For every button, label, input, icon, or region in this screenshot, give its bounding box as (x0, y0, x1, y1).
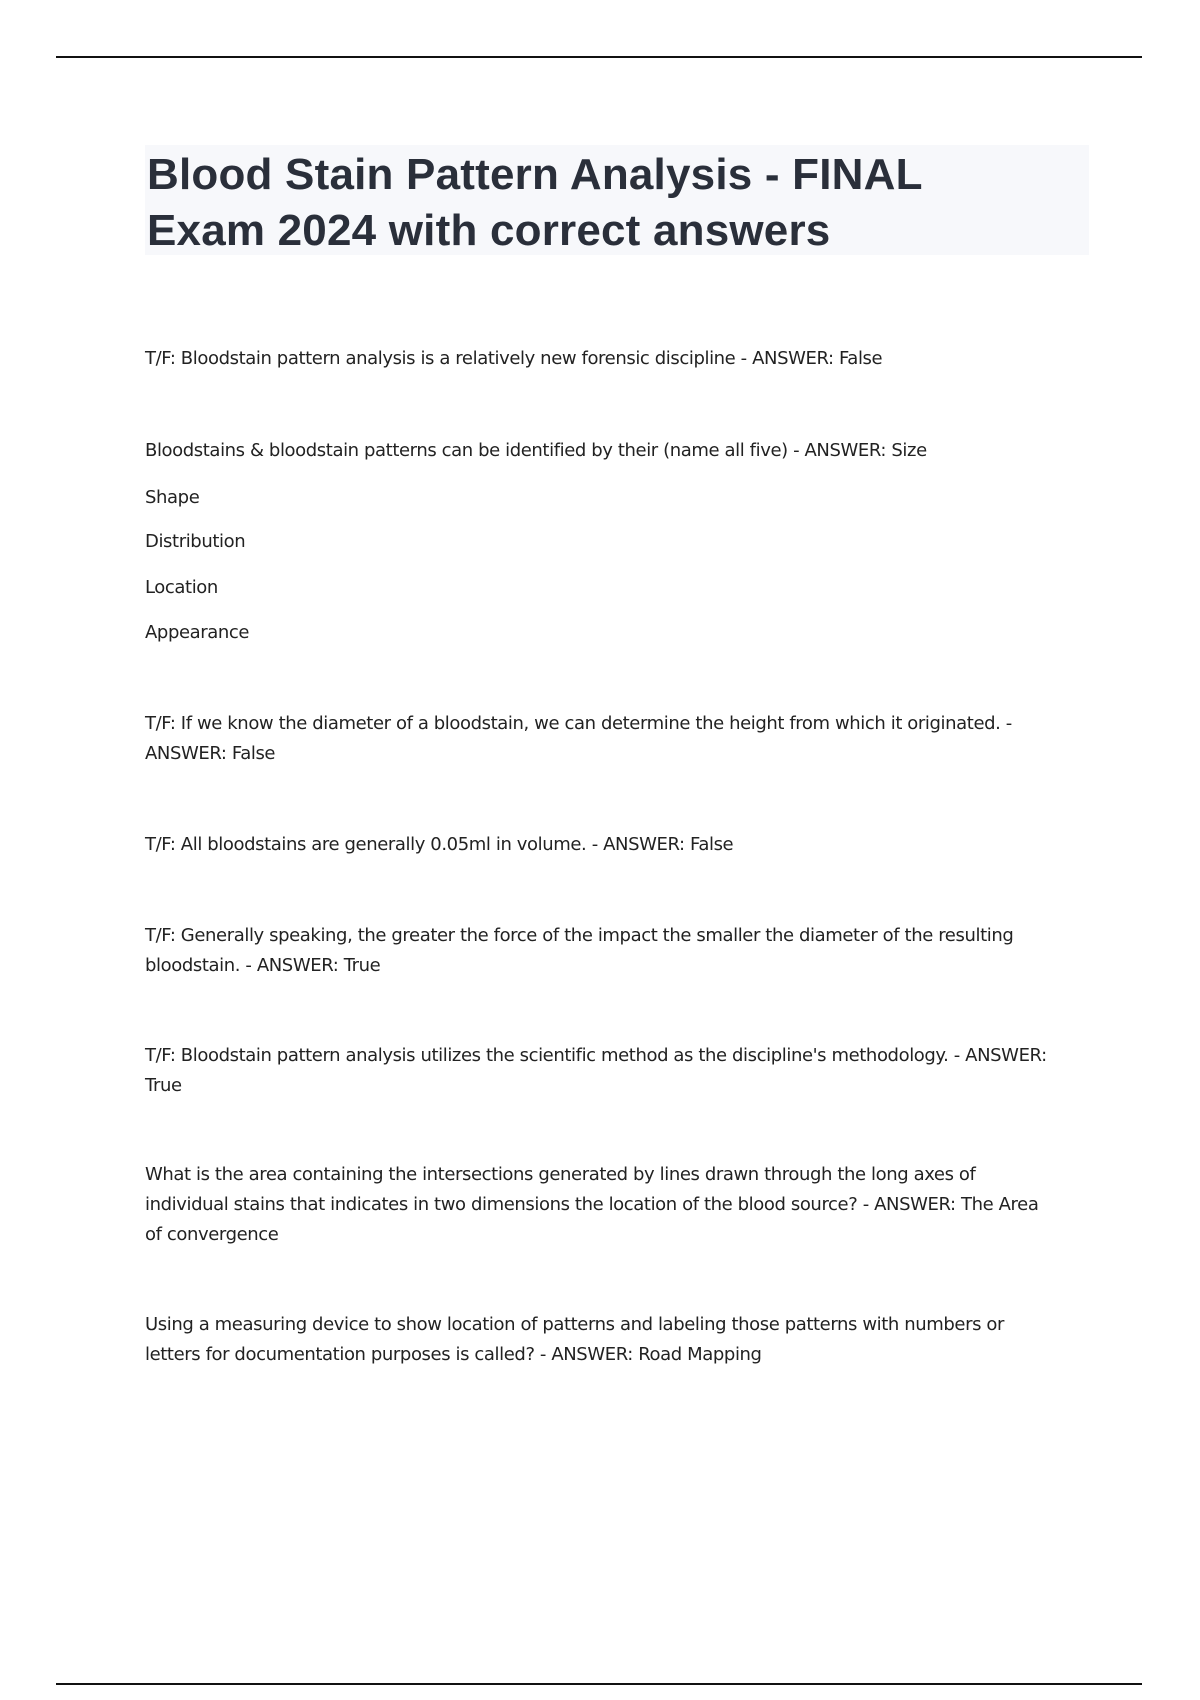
qa-item-4 (145, 830, 1090, 860)
answer-list-item: Appearance (145, 622, 250, 643)
qa-item-5 (145, 921, 1090, 981)
qa-text-line: T/F: Bloodstain pattern analysis utilizes the scientific method as the discipline's methodology. - ANSWER: (145, 1045, 1047, 1066)
header-rule (56, 56, 1142, 58)
qa-item-2 (145, 436, 1090, 466)
qa-text-line: T/F: Bloodstain pattern analysis is a relatively new forensic discipline - ANSWER: False (145, 348, 883, 369)
qa-text-line: of convergence (145, 1224, 279, 1245)
title-line-1: Blood Stain Pattern Analysis - FINAL (147, 150, 923, 199)
qa-text-line: ANSWER: False (145, 743, 276, 764)
answer-list-item: Distribution (145, 531, 246, 552)
qa-text-line: Bloodstains & bloodstain patterns can be identified by their (name all five) - ANSWER: Size (145, 440, 927, 461)
qa-text-line: bloodstain. - ANSWER: True (145, 955, 381, 976)
qa-text-line: What is the area containing the intersections generated by lines drawn through the long axes of (145, 1164, 976, 1185)
qa-text-line: T/F: Generally speaking, the greater the force of the impact the smaller the diameter of the resulting (145, 925, 1014, 946)
answer-list-item: Location (145, 577, 218, 598)
title-line-2: Exam 2024 with correct answers (147, 206, 831, 255)
document-title (147, 147, 1089, 259)
qa-text-line: T/F: All bloodstains are generally 0.05ml in volume. - ANSWER: False (145, 834, 734, 855)
qa-item-1 (145, 344, 1090, 374)
qa-item-3 (145, 709, 1090, 769)
qa-text-line: Using a measuring device to show location of patterns and labeling those patterns with numbers or (145, 1314, 1005, 1335)
answer-list-item: Shape (145, 487, 200, 508)
qa-item-7 (145, 1160, 1090, 1250)
qa-text-line: letters for documentation purposes is called? - ANSWER: Road Mapping (145, 1344, 762, 1365)
qa-item-8 (145, 1310, 1090, 1370)
qa-text-line: individual stains that indicates in two dimensions the location of the blood source? - ANSWER: The Area (145, 1194, 1039, 1215)
qa-text-line: True (145, 1075, 182, 1096)
footer-rule (56, 1683, 1142, 1685)
qa-text-line: T/F: If we know the diameter of a bloodstain, we can determine the height from which it originated. - (145, 713, 1012, 734)
qa-item-6 (145, 1041, 1090, 1101)
title-banner (145, 145, 1089, 255)
